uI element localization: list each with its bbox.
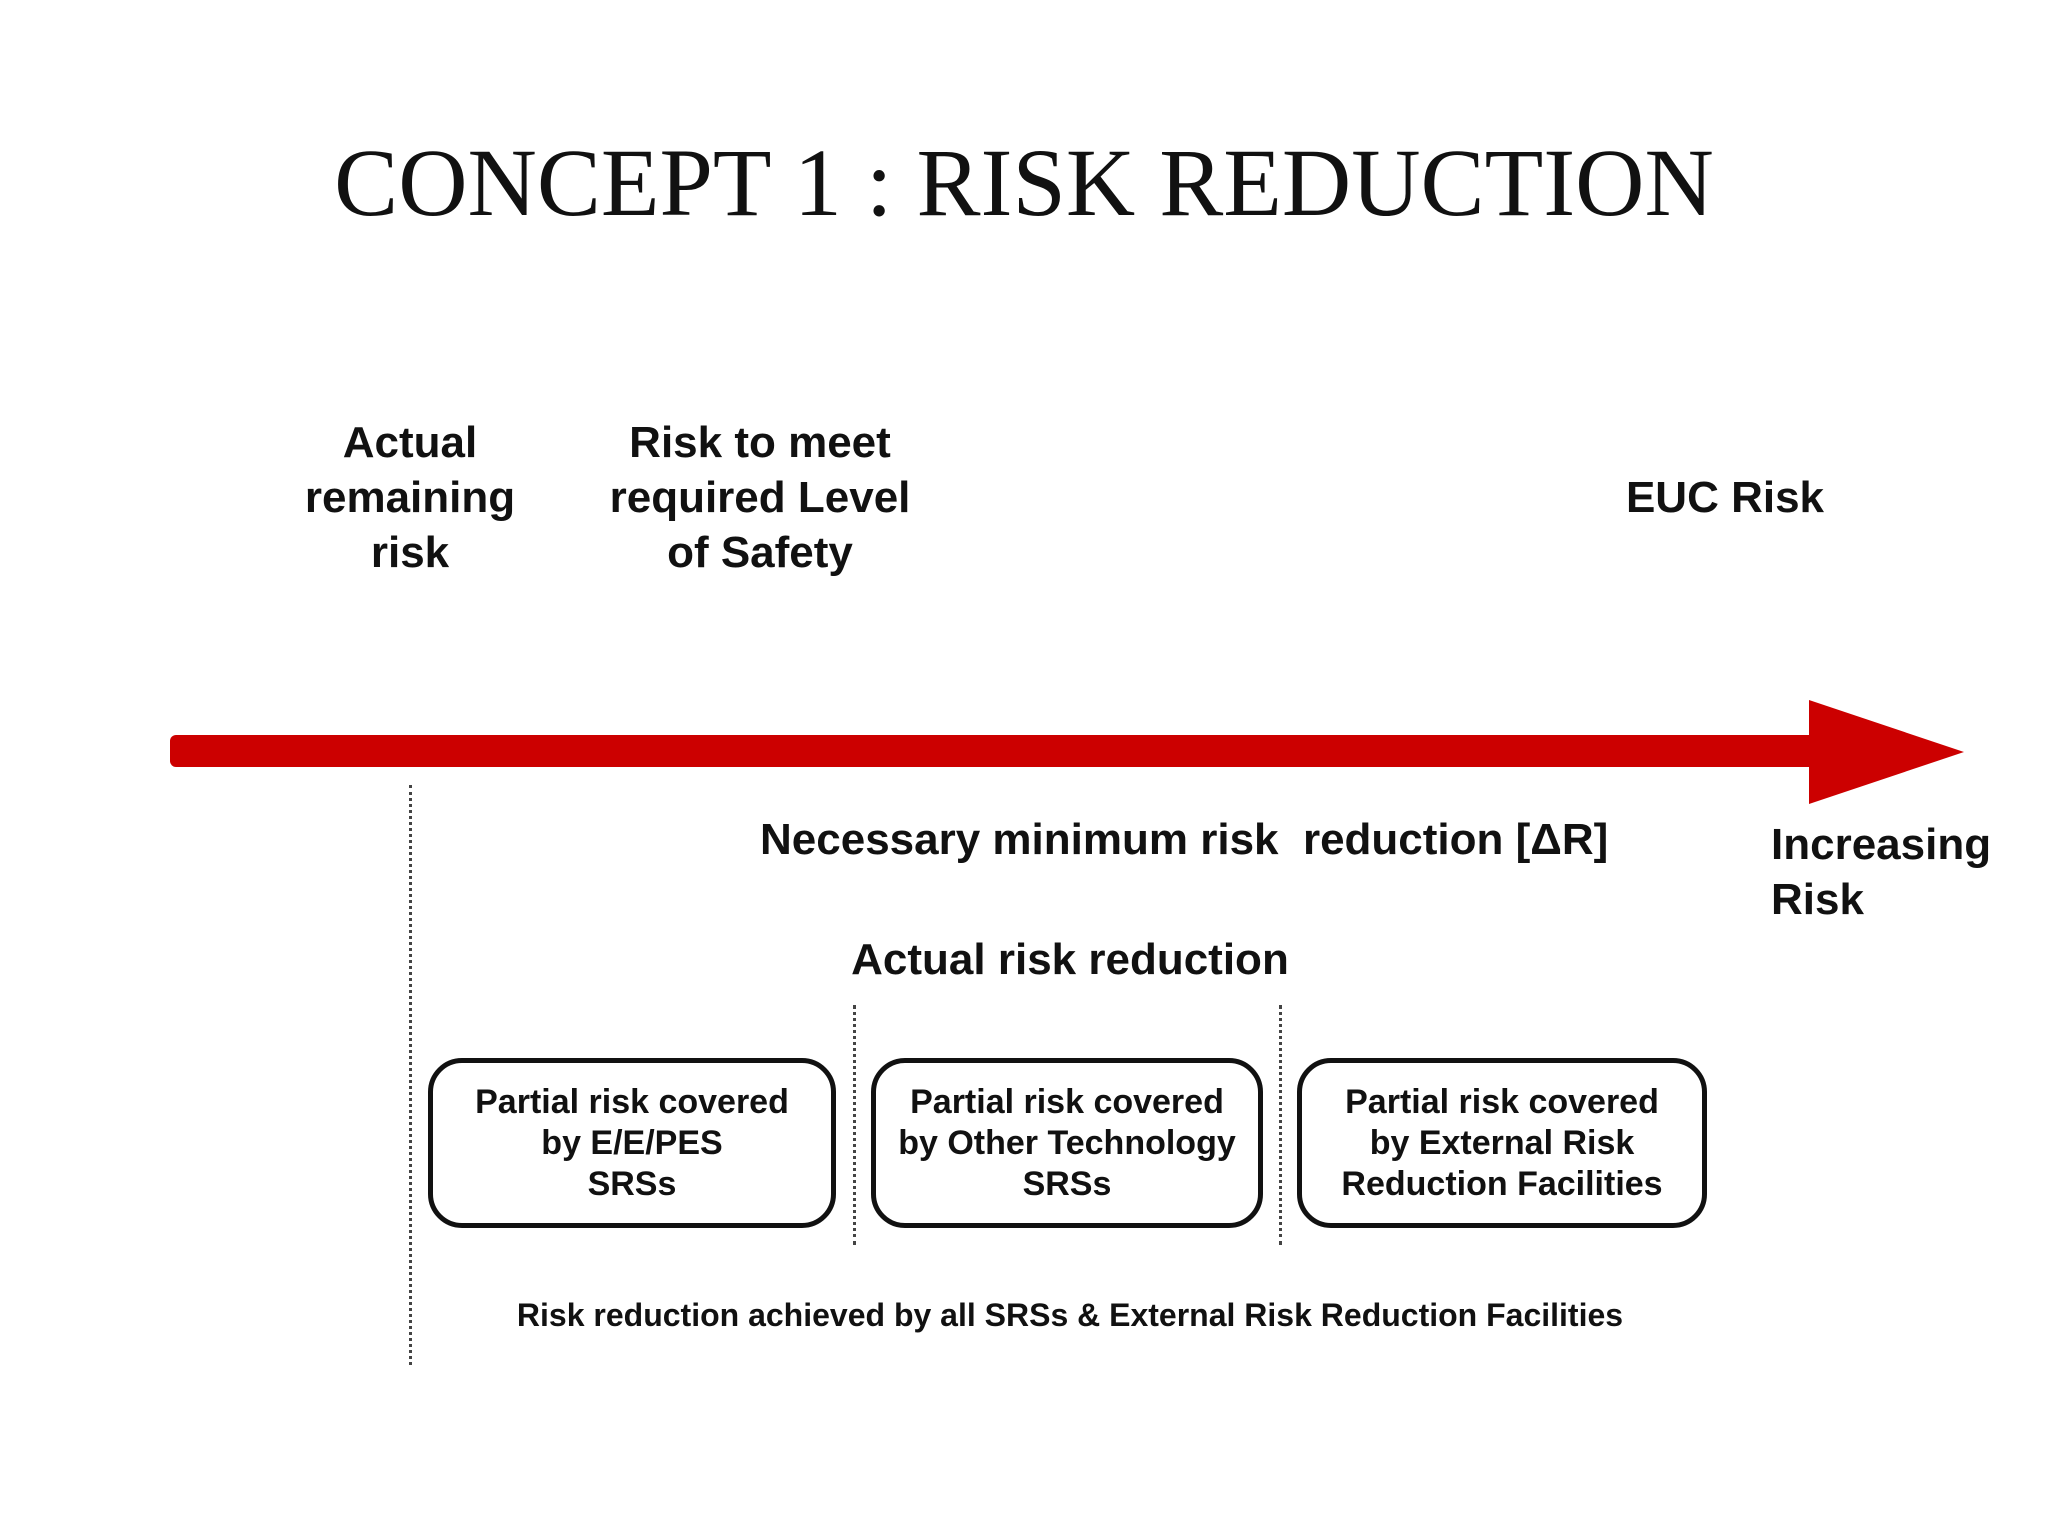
page-title: CONCEPT 1 : RISK REDUCTION <box>334 129 1714 236</box>
box-divider-1 <box>853 1005 856 1245</box>
external-facilities-box: Partial risk covered by External Risk Reduction Facilities <box>1297 1058 1707 1228</box>
increasing-risk-label: Increasing Risk <box>1771 820 1992 924</box>
footer-caption: Risk reduction achieved by all SRSs & External Risk Reduction Facilities <box>516 1297 1624 1333</box>
remaining-risk-divider <box>409 785 412 1365</box>
risk-arrow-head <box>1809 700 1964 804</box>
actual-reduction-label: Actual risk reduction <box>851 935 1289 984</box>
box-divider-2 <box>1279 1005 1282 1245</box>
euc-risk-label: EUC Risk <box>1625 473 1825 522</box>
other-technology-srs-box: Partial risk covered by Other Technology SRSs <box>871 1058 1263 1228</box>
actual-remaining-risk-label: Actual remaining risk <box>304 418 516 577</box>
necessary-reduction-label: Necessary minimum risk reduction [ΔR] <box>760 815 1609 864</box>
risk-arrow-shaft <box>170 735 1820 767</box>
eepes-srs-box: Partial risk covered by E/E/PES SRSs <box>428 1058 836 1228</box>
required-level-label: Risk to meet required Level of Safety <box>609 418 911 577</box>
